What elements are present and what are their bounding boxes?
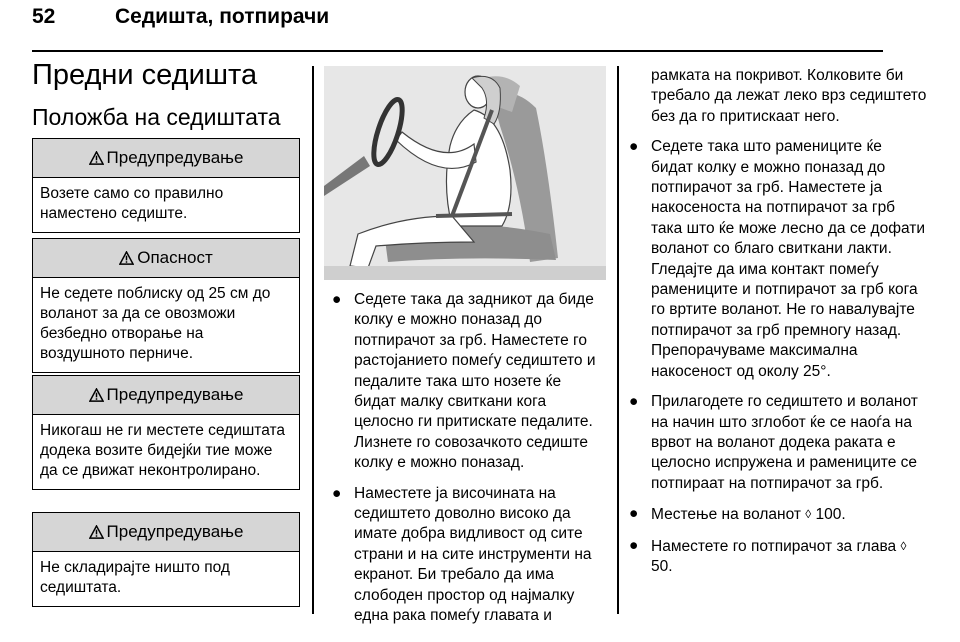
bullet-text: Прилагодете го седиштето и воланот на начин што зглобот ќе се наоѓа на врвот на воланот додека ракатa е целосно испружена и рамениците се потпираат на потпирачот за грб. xyxy=(651,393,918,492)
page-reference-icon: ◊ xyxy=(900,538,907,553)
list-item xyxy=(627,536,927,578)
warning-box-header xyxy=(33,376,299,415)
list-item xyxy=(627,392,927,494)
warning-title: Предупредување xyxy=(106,385,244,404)
warning-box-3 xyxy=(32,512,300,607)
cross-reference-text: Наместете го потпирачот за глава xyxy=(651,537,897,555)
list-item xyxy=(627,137,927,382)
warning-text: Никогаш не ги местете седиштата додека возите бидејќи тие може да се движат неконтролирано. xyxy=(40,422,286,479)
list-item xyxy=(330,484,605,627)
cross-reference-page[interactable]: 50. xyxy=(651,557,673,575)
bullet: ● xyxy=(629,393,639,411)
section-title: Седишта, потпирачи xyxy=(115,5,330,28)
seating-position-illustration xyxy=(324,66,606,280)
heading-seat-position: Положба на седиштата xyxy=(32,104,281,130)
danger-box xyxy=(32,238,300,373)
warning-box-1 xyxy=(32,138,300,233)
warning-text: Не складирајте ништо под седиштата. xyxy=(40,559,230,596)
list-item xyxy=(627,504,927,525)
bullet: ● xyxy=(629,505,639,523)
cross-reference-text: Местење на воланот xyxy=(651,506,801,524)
page-reference-icon: ◊ xyxy=(805,507,812,522)
warning-triangle-icon xyxy=(89,388,104,402)
bullet: ● xyxy=(332,484,342,502)
cross-reference-page[interactable]: 100. xyxy=(815,506,846,524)
danger-text: Не седете поблиску од 25 см до воланот за да се овозможи безбедно отворање на воздушното перниче. xyxy=(40,285,271,362)
bullet-text: Наместете ја височината на седиштето доволно високо да имате добра видливост од сите страни и на сите инструменти на екранот. Би требало да има слободен простор од најмалку една рака помеѓу главата и xyxy=(354,484,592,625)
bullet: ● xyxy=(332,291,342,308)
bullet: ● xyxy=(629,138,639,156)
warning-box-header xyxy=(33,513,299,552)
right-column xyxy=(627,66,927,577)
bullet-text: Седете така да задникот да биде колку е можно поназад до потпирачот за грб. Наместете го растојанието помеѓу седиштето и педалите така што нозете ќе бидат малку свиткани кога целосно ги притискате педалите. Лизнете го совозачкото седиште колку е можно поназад. xyxy=(354,291,596,472)
warning-triangle-icon xyxy=(119,251,134,265)
warning-title: Предупредување xyxy=(106,148,244,167)
continuation-text: рамката на покривот. Колковите би требало да лежат леко врз седиштето без да го притискаат него. xyxy=(651,67,927,125)
warning-title: Предупредување xyxy=(106,522,244,541)
column-divider xyxy=(617,66,619,614)
bullet-text: Седете така што рамениците ќе бидат колку е можно поназад до потпирачот за грб. Наместете ја накосеноста на потпирачот за грб така што ќе може лесно да се дофати воланот со благо свиткани лакти. Гледајте да има контакт помеѓу рамениците и потпирачот за грб кога го вртите воланот. Не го навалувајте потпирачот за грб премногу назад. Препорачуваме максимална накосеност од околу 25°. xyxy=(651,138,925,380)
danger-box-header xyxy=(33,239,299,278)
list-item xyxy=(330,290,605,474)
warning-triangle-icon xyxy=(89,151,104,165)
column-divider xyxy=(312,66,314,614)
warning-box-header xyxy=(33,139,299,178)
warning-triangle-icon xyxy=(89,525,104,539)
danger-title: Опасност xyxy=(137,248,213,267)
warning-text: Возете само со правилно наместено седиште. xyxy=(40,185,224,222)
header-rule xyxy=(32,50,883,52)
warning-box-2 xyxy=(32,375,300,490)
page-number: 52 xyxy=(32,5,56,28)
heading-front-seats: Предни седишта xyxy=(32,59,258,91)
middle-column xyxy=(330,290,605,627)
bullet: ● xyxy=(629,536,639,554)
